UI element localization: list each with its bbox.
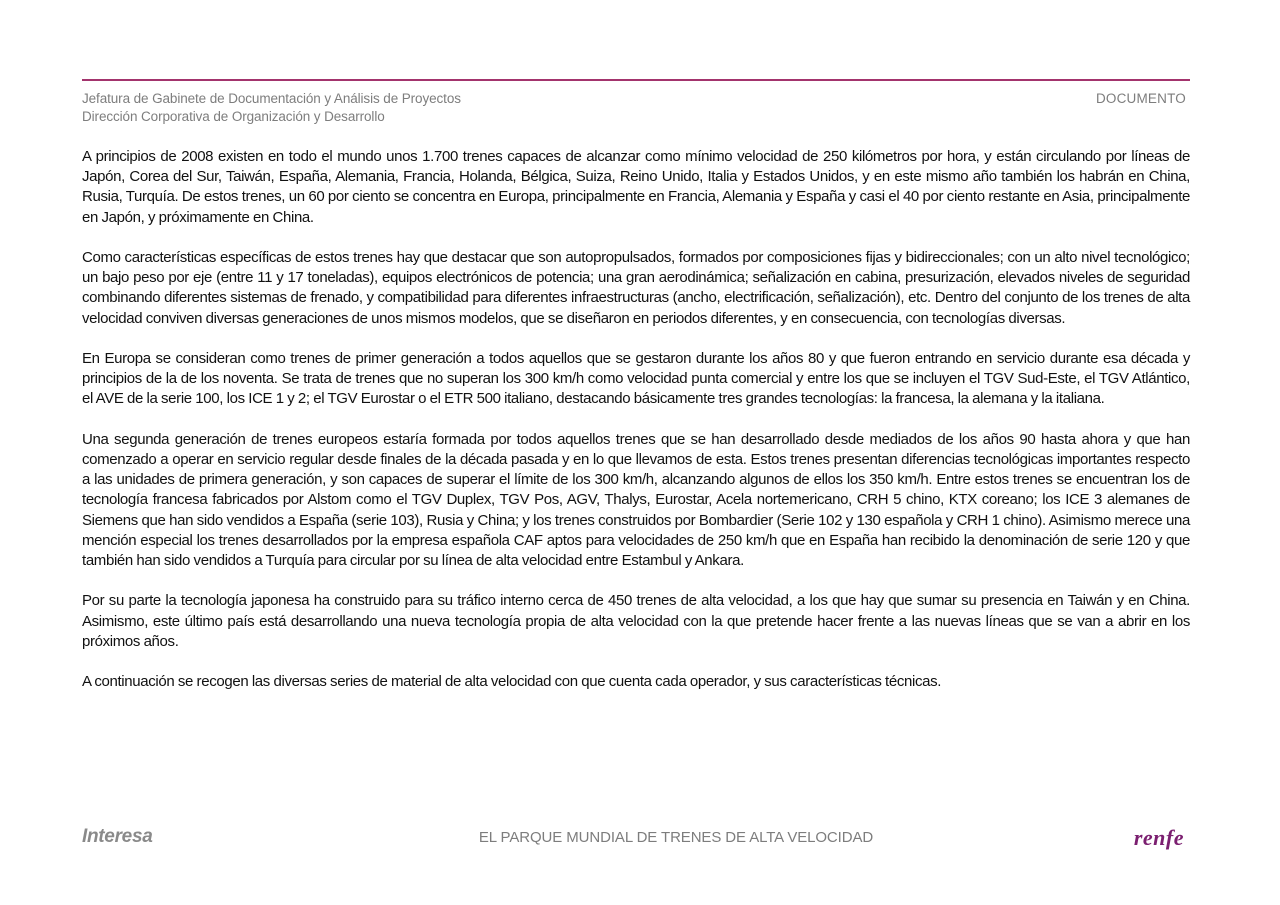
document-body <box>82 147 1190 713</box>
footer-document-title: EL PARQUE MUNDIAL DE TRENES DE ALTA VELOCIDAD <box>478 829 874 846</box>
paragraph-1: A principios de 2008 existen en todo el mundo unos 1.700 trenes capaces de alcanzar como mínimo velocidad de 250 kilómetros por hora, y están circulando por líneas de Japón, Corea del Sur, Taiwán, España, Alemania, Francia, Holanda, Bélgica, Suiza, Reino Unido, Italia y Estados Unidos, y en este mismo año también los habrán en China, Rusia, Turquía. De estos trenes, un 60 por ciento se concentra en Europa, principalmente en Francia, Alemania y España y casi el 40 por ciento restante en Asia, principalmente en Japón, y próximamente en China. <box>82 148 1190 226</box>
paragraph-3: En Europa se consideran como trenes de primer generación a todos aquellos que se gestaron durante los años 80 y que fueron entrando en servicio durante esa década y principios de la de los noventa. Se trata de trenes que no superan los 300 km/h como velocidad punta comercial y entre los que se incluyen el TGV Sud-Este, el TGV Atlántico, el AVE de la serie 100, los ICE 1 y 2; el TGV Eurostar o el ETR 500 italiano, destacando básicamente tres grandes tecnologías: la francesa, la alemana y la italiana. <box>82 350 1190 408</box>
header-line-2: Dirección Corporativa de Organización y Desarrollo <box>82 109 385 124</box>
document-label: DOCUMENTO <box>1095 91 1186 106</box>
paragraph-5: Por su parte la tecnología japonesa ha construido para su tráfico interno cerca de 450 trenes de alta velocidad, a los que hay que sumar su presencia en Taiwán y en China. Asimismo, este último país está desarrollando una nueva tecnología propia de alta velocidad con la que pretende hacer frente a las nuevas líneas que se van a abrir en los próximos años. <box>82 592 1190 650</box>
paragraph-2: Como características específicas de estos trenes hay que destacar que son autopropulsados, formados por composiciones fijas y bidireccionales; con un alto nivel tecnológico; un bajo peso por eje (entre 11 y 17 toneladas), equipos electrónicos de potencia; una gran aerodinámica; señalización en cabina, presurización, elevados niveles de seguridad combinando diferentes sistemas de frenado, y compatibilidad para diferentes infraestructuras (ancho, electrificación, señalización), etc. Dentro del conjunto de los trenes de alta velocidad conviven diversas generaciones de unos mismos modelos, que se diseñaron en periodos diferentes, y en consecuencia, con tecnologías diversas. <box>82 249 1190 327</box>
header-department <box>82 90 461 126</box>
renfe-logo: renfe <box>1133 825 1184 850</box>
footer-section-label: Interesa <box>82 826 153 847</box>
header-line-1: Jefatura de Gabinete de Documentación y Análisis de Proyectos <box>82 91 461 106</box>
header-divider <box>82 79 1190 81</box>
paragraph-4: Una segunda generación de trenes europeos estaría formada por todos aquellos trenes que se han desarrollado desde mediados de los años 90 hasta ahora y que han comenzado a operar en servicio regular desde finales de la década pasada y en lo que llevamos de esta. Estos trenes presentan diferencias tecnológicas importantes respecto a las unidades de primera generación, y son capaces de superar el límite de los 300 km/h, alcanzando algunos de ellos los 350 km/h. Entre estos trenes se encuentran los de tecnología francesa fabricados por Alstom como el TGV Duplex, TGV Pos, AGV, Thalys, Eurostar, Acela nortemericano, CRH 5 chino, KTX coreano; los ICE 3 alemanes de Siemens que han sido vendidos a España (serie 103), Rusia y China; y los trenes construidos por Bombardier (Serie 102 y 130 española y CRH 1 chino). Asimismo merece una mención especial los trenes desarrollados por la empresa española CAF aptos para velocidades de 250 km/h que en España han recibido la denominación de serie 120 y que también han sido vendidos a Turquía para circular por su línea de alta velocidad entre Estambul y Ankara. <box>82 430 1190 570</box>
paragraph-6: A continuación se recogen las diversas series de material de alta velocidad con que cuenta cada operador, y sus características técnicas. <box>82 673 942 691</box>
